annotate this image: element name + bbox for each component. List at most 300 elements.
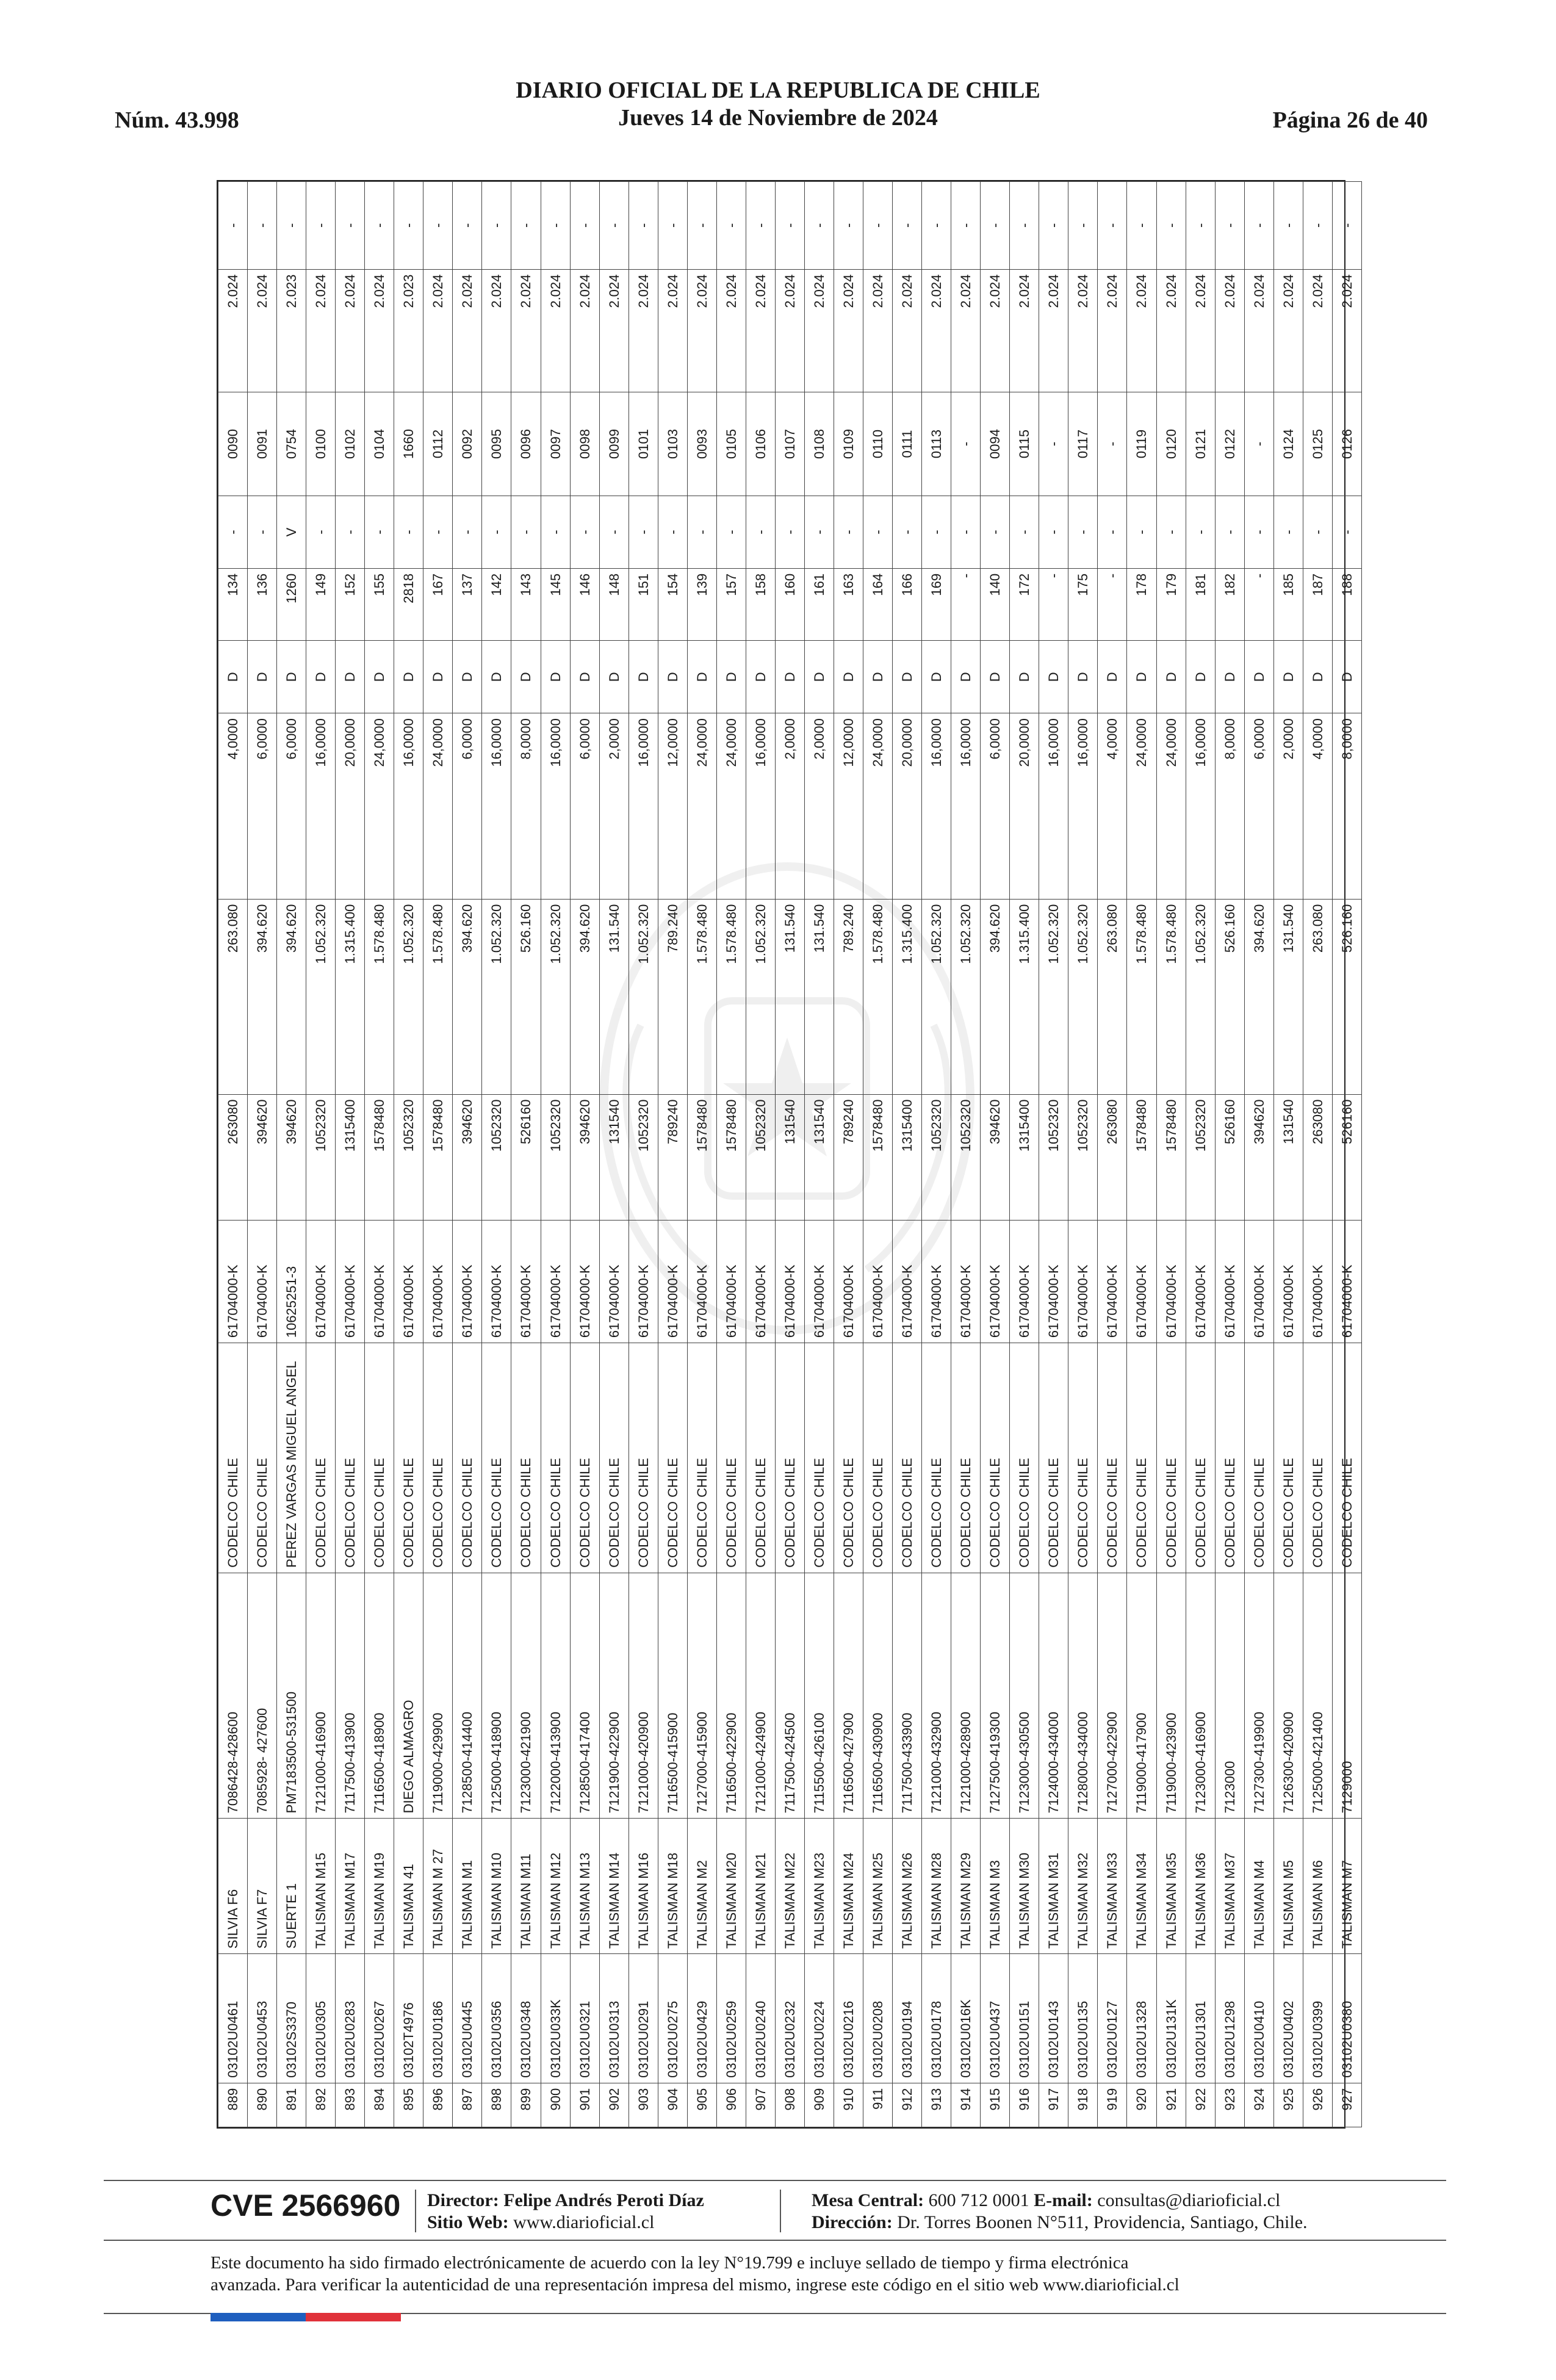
table-row (775, 182, 804, 2127)
rut-cell: 61704000-K (423, 1220, 453, 1343)
amount-cell: 394620 (277, 1094, 306, 1220)
folio-cell: 185 (1273, 568, 1303, 641)
flag-cell: - (1244, 496, 1273, 569)
note-cell: - (1127, 182, 1156, 270)
concession-name-cell: TALISMAN M21 (746, 1819, 775, 1954)
table-row (277, 182, 306, 2127)
hectares-cell: 6,0000 (570, 713, 599, 899)
rut-cell: 61704000-K (336, 1220, 365, 1343)
folio-cell: 175 (1068, 568, 1098, 641)
note-cell: - (570, 182, 599, 270)
hectares-cell: 4,0000 (1098, 713, 1127, 899)
amount-formatted-cell: 263.080 (218, 899, 248, 1094)
amount-formatted-cell: 526.160 (1332, 899, 1361, 1094)
folio-cell: 166 (893, 568, 922, 641)
amount-formatted-cell: 789.240 (834, 899, 863, 1094)
rol-cell: 03102U0216 (834, 1954, 863, 2083)
flag-cell: - (482, 496, 511, 569)
type-cell: D (599, 641, 629, 713)
rut-cell: 61704000-K (746, 1220, 775, 1343)
number-cell: - (1039, 392, 1068, 496)
table-row (1332, 182, 1361, 2127)
location-cell: 7116500-415900 (658, 1573, 687, 1818)
owner-cell: CODELCO CHILE (570, 1343, 599, 1573)
concession-name-cell: TALISMAN M10 (482, 1819, 511, 1954)
hectares-cell: 4,0000 (1303, 713, 1332, 899)
number-cell: 0093 (687, 392, 716, 496)
year-cell: 2.024 (746, 269, 775, 392)
location-cell: 7123000-421900 (511, 1573, 541, 1818)
amount-cell: 1052320 (1039, 1094, 1068, 1220)
number-cell: 0108 (804, 392, 834, 496)
year-cell: 2.024 (1068, 269, 1098, 392)
amount-cell: 1578480 (687, 1094, 716, 1220)
flag-cell: - (775, 496, 804, 569)
type-cell: D (804, 641, 834, 713)
row-index: 920 (1127, 2083, 1156, 2127)
rut-cell: 61704000-K (570, 1220, 599, 1343)
hectares-cell: 12,0000 (658, 713, 687, 899)
year-cell: 2.024 (570, 269, 599, 392)
amount-formatted-cell: 1.052.320 (1039, 899, 1068, 1094)
table-row (1215, 182, 1244, 2127)
folio-cell: 152 (336, 568, 365, 641)
rol-cell: 03102U0305 (306, 1954, 336, 2083)
location-cell: 7117500-413900 (336, 1573, 365, 1818)
table-row (482, 182, 511, 2127)
rol-cell: 03102U0429 (687, 1954, 716, 2083)
year-cell: 2.024 (658, 269, 687, 392)
hectares-cell: 8,0000 (1215, 713, 1244, 899)
year-cell: 2.024 (1098, 269, 1127, 392)
flag-cell: - (1039, 496, 1068, 569)
table-row (922, 182, 951, 2127)
note-cell: - (746, 182, 775, 270)
rut-cell: 61704000-K (453, 1220, 482, 1343)
note-cell: - (716, 182, 746, 270)
type-cell: D (1156, 641, 1186, 713)
hectares-cell: 2,0000 (775, 713, 804, 899)
concession-name-cell: TALISMAN M29 (951, 1819, 981, 1954)
hectares-cell: 4,0000 (218, 713, 248, 899)
type-cell: D (629, 641, 658, 713)
location-cell: 7128000-434000 (1068, 1573, 1098, 1818)
row-index: 918 (1068, 2083, 1098, 2127)
folio-cell: - (1039, 568, 1068, 641)
table-row (1010, 182, 1039, 2127)
amount-formatted-cell: 1.578.480 (1127, 899, 1156, 1094)
amount-cell: 394620 (981, 1094, 1010, 1220)
type-cell: D (570, 641, 599, 713)
folio-cell: 182 (1215, 568, 1244, 641)
rut-cell: 61704000-K (1039, 1220, 1068, 1343)
owner-cell: CODELCO CHILE (365, 1343, 394, 1573)
amount-formatted-cell: 131.540 (804, 899, 834, 1094)
concession-name-cell: TALISMAN M18 (658, 1819, 687, 1954)
owner-cell: CODELCO CHILE (541, 1343, 570, 1573)
hectares-cell: 24,0000 (863, 713, 893, 899)
flag-cell: V (277, 496, 306, 569)
concession-name-cell: TALISMAN M2 (687, 1819, 716, 1954)
year-cell: 2.024 (1332, 269, 1361, 392)
year-cell: 2.024 (1156, 269, 1186, 392)
flag-cell: - (511, 496, 541, 569)
year-cell: 2.024 (1244, 269, 1273, 392)
rol-cell: 03102U0186 (423, 1954, 453, 2083)
note-cell: - (804, 182, 834, 270)
table-row (218, 182, 248, 2127)
hectares-cell: 20,0000 (336, 713, 365, 899)
owner-cell: CODELCO CHILE (1244, 1343, 1273, 1573)
row-index: 902 (599, 2083, 629, 2127)
number-cell: 0112 (423, 392, 453, 496)
concession-name-cell: TALISMAN M4 (1244, 1819, 1273, 1954)
folio-cell: - (951, 568, 981, 641)
table-row (1068, 182, 1098, 2127)
rol-cell: 03102U0127 (1098, 1954, 1127, 2083)
location-cell: 7085928- 427600 (248, 1573, 277, 1818)
number-cell: 0104 (365, 392, 394, 496)
amount-cell: 1578480 (863, 1094, 893, 1220)
table-row (981, 182, 1010, 2127)
year-cell: 2.024 (482, 269, 511, 392)
amount-formatted-cell: 1.052.320 (951, 899, 981, 1094)
number-cell: 0095 (482, 392, 511, 496)
folio-cell: 151 (629, 568, 658, 641)
year-cell: 2.024 (775, 269, 804, 392)
rol-cell: 03102U0313 (599, 1954, 629, 2083)
amount-cell: 1578480 (716, 1094, 746, 1220)
rut-cell: 61704000-K (599, 1220, 629, 1343)
year-cell: 2.024 (804, 269, 834, 392)
amount-cell: 526160 (1332, 1094, 1361, 1220)
owner-cell: CODELCO CHILE (423, 1343, 453, 1573)
folio-cell: 163 (834, 568, 863, 641)
footer-divider (780, 2190, 781, 2232)
year-cell: 2.024 (365, 269, 394, 392)
rol-cell: 03102U0445 (453, 1954, 482, 2083)
location-cell: 7127000-422900 (1098, 1573, 1127, 1818)
email-label: E-mail: (1034, 2190, 1093, 2210)
signature-notice (211, 2252, 1370, 2296)
rut-cell: 10625251-3 (277, 1220, 306, 1343)
concession-name-cell: TALISMAN M16 (629, 1819, 658, 1954)
rut-cell: 61704000-K (1215, 1220, 1244, 1343)
rut-cell: 61704000-K (1098, 1220, 1127, 1343)
location-cell: 7123000-416900 (1186, 1573, 1215, 1818)
rol-cell: 03102U0399 (1303, 1954, 1332, 2083)
hectares-cell: 8,0000 (511, 713, 541, 899)
amount-cell: 1052320 (922, 1094, 951, 1220)
note-cell: - (893, 182, 922, 270)
folio-cell: 2818 (394, 568, 423, 641)
table-row (629, 182, 658, 2127)
notice-line: avanzada. Para verificar la autenticidad de una representación impresa del mismo, ingrese este código en el sitio web www.diarioficial.cl (211, 2275, 1180, 2295)
owner-cell: CODELCO CHILE (248, 1343, 277, 1573)
number-cell: 0124 (1273, 392, 1303, 496)
amount-formatted-cell: 1.578.480 (863, 899, 893, 1094)
flag-cell: - (893, 496, 922, 569)
table-row (1127, 182, 1156, 2127)
row-index: 897 (453, 2083, 482, 2127)
amount-formatted-cell: 1.052.320 (482, 899, 511, 1094)
email-value[interactable]: consultas@diarioficial.cl (1097, 2190, 1281, 2210)
number-cell: 0125 (1303, 392, 1332, 496)
footer-top-rule (104, 2180, 1446, 2181)
number-cell: 0090 (218, 392, 248, 496)
hectares-cell: 12,0000 (834, 713, 863, 899)
folio-cell: 155 (365, 568, 394, 641)
publication-date: Jueves 14 de Noviembre de 2024 (618, 105, 938, 131)
number-cell: 0117 (1068, 392, 1098, 496)
hectares-cell: 24,0000 (687, 713, 716, 899)
note-cell: - (1068, 182, 1098, 270)
location-cell: 7128500-414400 (453, 1573, 482, 1818)
row-index: 922 (1186, 2083, 1215, 2127)
folio-cell: 179 (1156, 568, 1186, 641)
amount-formatted-cell: 1.315.400 (893, 899, 922, 1094)
amount-formatted-cell: 394.620 (1244, 899, 1273, 1094)
amount-formatted-cell: 1.052.320 (1186, 899, 1215, 1094)
amount-cell: 1052320 (1068, 1094, 1098, 1220)
note-cell: - (1244, 182, 1273, 270)
row-index: 890 (248, 2083, 277, 2127)
table-row (248, 182, 277, 2127)
publication-title: DIARIO OFICIAL DE LA REPUBLICA DE CHILE (516, 78, 1040, 103)
type-cell: D (863, 641, 893, 713)
folio-cell: 167 (423, 568, 453, 641)
hectares-cell: 16,0000 (541, 713, 570, 899)
type-cell: D (394, 641, 423, 713)
amount-cell: 1052320 (541, 1094, 570, 1220)
rol-cell: 03102U0437 (981, 1954, 1010, 2083)
folio-cell: 143 (511, 568, 541, 641)
location-cell: 7127500-419300 (981, 1573, 1010, 1818)
type-cell: D (1186, 641, 1215, 713)
owner-cell: CODELCO CHILE (482, 1343, 511, 1573)
flag-cell: - (1215, 496, 1244, 569)
year-cell: 2.024 (629, 269, 658, 392)
note-cell: - (1010, 182, 1039, 270)
site-value[interactable]: www.diarioficial.cl (513, 2212, 655, 2232)
amount-formatted-cell: 394.620 (981, 899, 1010, 1094)
number-cell: 0105 (716, 392, 746, 496)
row-index: 898 (482, 2083, 511, 2127)
number-cell: 0109 (834, 392, 863, 496)
amount-cell: 263080 (218, 1094, 248, 1220)
amount-cell: 131540 (804, 1094, 834, 1220)
folio-cell: 178 (1127, 568, 1156, 641)
flag-cell: - (218, 496, 248, 569)
location-cell: 7115500-426100 (804, 1573, 834, 1818)
amount-cell: 526160 (1215, 1094, 1244, 1220)
number-cell: - (951, 392, 981, 496)
amount-formatted-cell: 131.540 (599, 899, 629, 1094)
type-cell: D (423, 641, 453, 713)
owner-cell: CODELCO CHILE (716, 1343, 746, 1573)
note-cell: - (218, 182, 248, 270)
flag-red-segment (306, 2313, 401, 2321)
year-cell: 2.024 (922, 269, 951, 392)
flag-stripe (211, 2313, 401, 2321)
amount-formatted-cell: 394.620 (570, 899, 599, 1094)
note-cell: - (453, 182, 482, 270)
amount-formatted-cell: 1.052.320 (541, 899, 570, 1094)
folio-cell: 187 (1303, 568, 1332, 641)
flag-cell: - (629, 496, 658, 569)
year-cell: 2.024 (716, 269, 746, 392)
location-cell: 7123000 (1215, 1573, 1244, 1818)
folio-cell: 137 (453, 568, 482, 641)
rut-cell: 61704000-K (306, 1220, 336, 1343)
location-cell: 7116500-418900 (365, 1573, 394, 1818)
row-index: 909 (804, 2083, 834, 2127)
rut-cell: 61704000-K (1244, 1220, 1273, 1343)
rol-cell: 03102U0259 (716, 1954, 746, 2083)
concession-name-cell: TALISMAN M15 (306, 1819, 336, 1954)
note-cell: - (248, 182, 277, 270)
owner-cell: CODELCO CHILE (804, 1343, 834, 1573)
folio-cell: 134 (218, 568, 248, 641)
rol-cell: 03102U0232 (775, 1954, 804, 2083)
flag-cell: - (423, 496, 453, 569)
owner-cell: CODELCO CHILE (1039, 1343, 1068, 1573)
hectares-cell: 24,0000 (365, 713, 394, 899)
issue-number: Núm. 43.998 (115, 107, 239, 133)
row-index: 912 (893, 2083, 922, 2127)
amount-formatted-cell: 394.620 (248, 899, 277, 1094)
owner-cell: CODELCO CHILE (1303, 1343, 1332, 1573)
amount-formatted-cell: 1.578.480 (716, 899, 746, 1094)
type-cell: D (277, 641, 306, 713)
table-row (1273, 182, 1303, 2127)
amount-cell: 1578480 (1156, 1094, 1186, 1220)
concession-name-cell: TALISMAN M5 (1273, 1819, 1303, 1954)
rut-cell: 61704000-K (394, 1220, 423, 1343)
folio-cell: 160 (775, 568, 804, 641)
row-index: 925 (1273, 2083, 1303, 2127)
row-index: 889 (218, 2083, 248, 2127)
note-cell: - (1098, 182, 1127, 270)
folio-cell: 1260 (277, 568, 306, 641)
flag-cell: - (804, 496, 834, 569)
row-index: 907 (746, 2083, 775, 2127)
rut-cell: 61704000-K (863, 1220, 893, 1343)
amount-cell: 526160 (511, 1094, 541, 1220)
owner-cell: CODELCO CHILE (951, 1343, 981, 1573)
rut-cell: 61704000-K (775, 1220, 804, 1343)
owner-cell: CODELCO CHILE (981, 1343, 1010, 1573)
type-cell: D (1303, 641, 1332, 713)
location-cell: DIEGO ALMAGRO (394, 1573, 423, 1818)
year-cell: 2.024 (863, 269, 893, 392)
row-index: 926 (1303, 2083, 1332, 2127)
hectares-cell: 20,0000 (893, 713, 922, 899)
rol-cell: 03102U0461 (218, 1954, 248, 2083)
concession-name-cell: TALISMAN M19 (365, 1819, 394, 1954)
location-cell: 7119000-423900 (1156, 1573, 1186, 1818)
row-index: 903 (629, 2083, 658, 2127)
owner-cell: CODELCO CHILE (629, 1343, 658, 1573)
number-cell: 0100 (306, 392, 336, 496)
concession-name-cell: TALISMAN M3 (981, 1819, 1010, 1954)
number-cell: 0120 (1156, 392, 1186, 496)
location-cell: 7128500-417400 (570, 1573, 599, 1818)
year-cell: 2.024 (511, 269, 541, 392)
rut-cell: 61704000-K (1273, 1220, 1303, 1343)
location-cell: 7127300-419900 (1244, 1573, 1273, 1818)
row-index: 900 (541, 2083, 570, 2127)
flag-blue-segment (211, 2313, 306, 2321)
row-index: 919 (1098, 2083, 1127, 2127)
owner-cell: CODELCO CHILE (1068, 1343, 1098, 1573)
row-index: 894 (365, 2083, 394, 2127)
amount-formatted-cell: 1.315.400 (1010, 899, 1039, 1094)
number-cell: 0091 (248, 392, 277, 496)
hectares-cell: 24,0000 (423, 713, 453, 899)
table-row (1039, 182, 1068, 2127)
owner-cell: PEREZ VARGAS MIGUEL ANGEL (277, 1343, 306, 1573)
concession-name-cell: TALISMAN M35 (1156, 1819, 1186, 1954)
amount-formatted-cell: 263.080 (1303, 899, 1332, 1094)
hectares-cell: 2,0000 (1273, 713, 1303, 899)
owner-cell: CODELCO CHILE (834, 1343, 863, 1573)
flag-cell: - (306, 496, 336, 569)
row-index: 904 (658, 2083, 687, 2127)
flag-cell: - (1127, 496, 1156, 569)
flag-cell: - (1010, 496, 1039, 569)
note-cell: - (951, 182, 981, 270)
owner-cell: CODELCO CHILE (394, 1343, 423, 1573)
table-row (951, 182, 981, 2127)
concession-name-cell: TALISMAN M17 (336, 1819, 365, 1954)
number-cell: 0122 (1215, 392, 1244, 496)
rol-cell: 03102U0275 (658, 1954, 687, 2083)
amount-formatted-cell: 1.315.400 (336, 899, 365, 1094)
row-index: 901 (570, 2083, 599, 2127)
folio-cell: 146 (570, 568, 599, 641)
rut-cell: 61704000-K (1127, 1220, 1156, 1343)
table-row (716, 182, 746, 2127)
row-index: 911 (863, 2083, 893, 2127)
location-cell: 7125000-418900 (482, 1573, 511, 1818)
amount-formatted-cell: 1.052.320 (306, 899, 336, 1094)
rol-cell: 03102U033K (541, 1954, 570, 2083)
type-cell: D (1273, 641, 1303, 713)
note-cell: - (394, 182, 423, 270)
owner-cell: CODELCO CHILE (1215, 1343, 1244, 1573)
rol-cell: 03102U0410 (1244, 1954, 1273, 2083)
address-label: Dirección: (812, 2212, 893, 2232)
flag-cell: - (599, 496, 629, 569)
note-cell: - (511, 182, 541, 270)
note-cell: - (423, 182, 453, 270)
amount-formatted-cell: 526.160 (511, 899, 541, 1094)
year-cell: 2.024 (687, 269, 716, 392)
number-cell: 0107 (775, 392, 804, 496)
owner-cell: CODELCO CHILE (746, 1343, 775, 1573)
row-index: 921 (1156, 2083, 1186, 2127)
table-row (541, 182, 570, 2127)
type-cell: D (893, 641, 922, 713)
type-cell: D (511, 641, 541, 713)
note-cell: - (336, 182, 365, 270)
concession-name-cell: SILVIA F7 (248, 1819, 277, 1954)
year-cell: 2.024 (423, 269, 453, 392)
concession-name-cell: TALISMAN M24 (834, 1819, 863, 1954)
note-cell: - (365, 182, 394, 270)
flag-cell: - (922, 496, 951, 569)
